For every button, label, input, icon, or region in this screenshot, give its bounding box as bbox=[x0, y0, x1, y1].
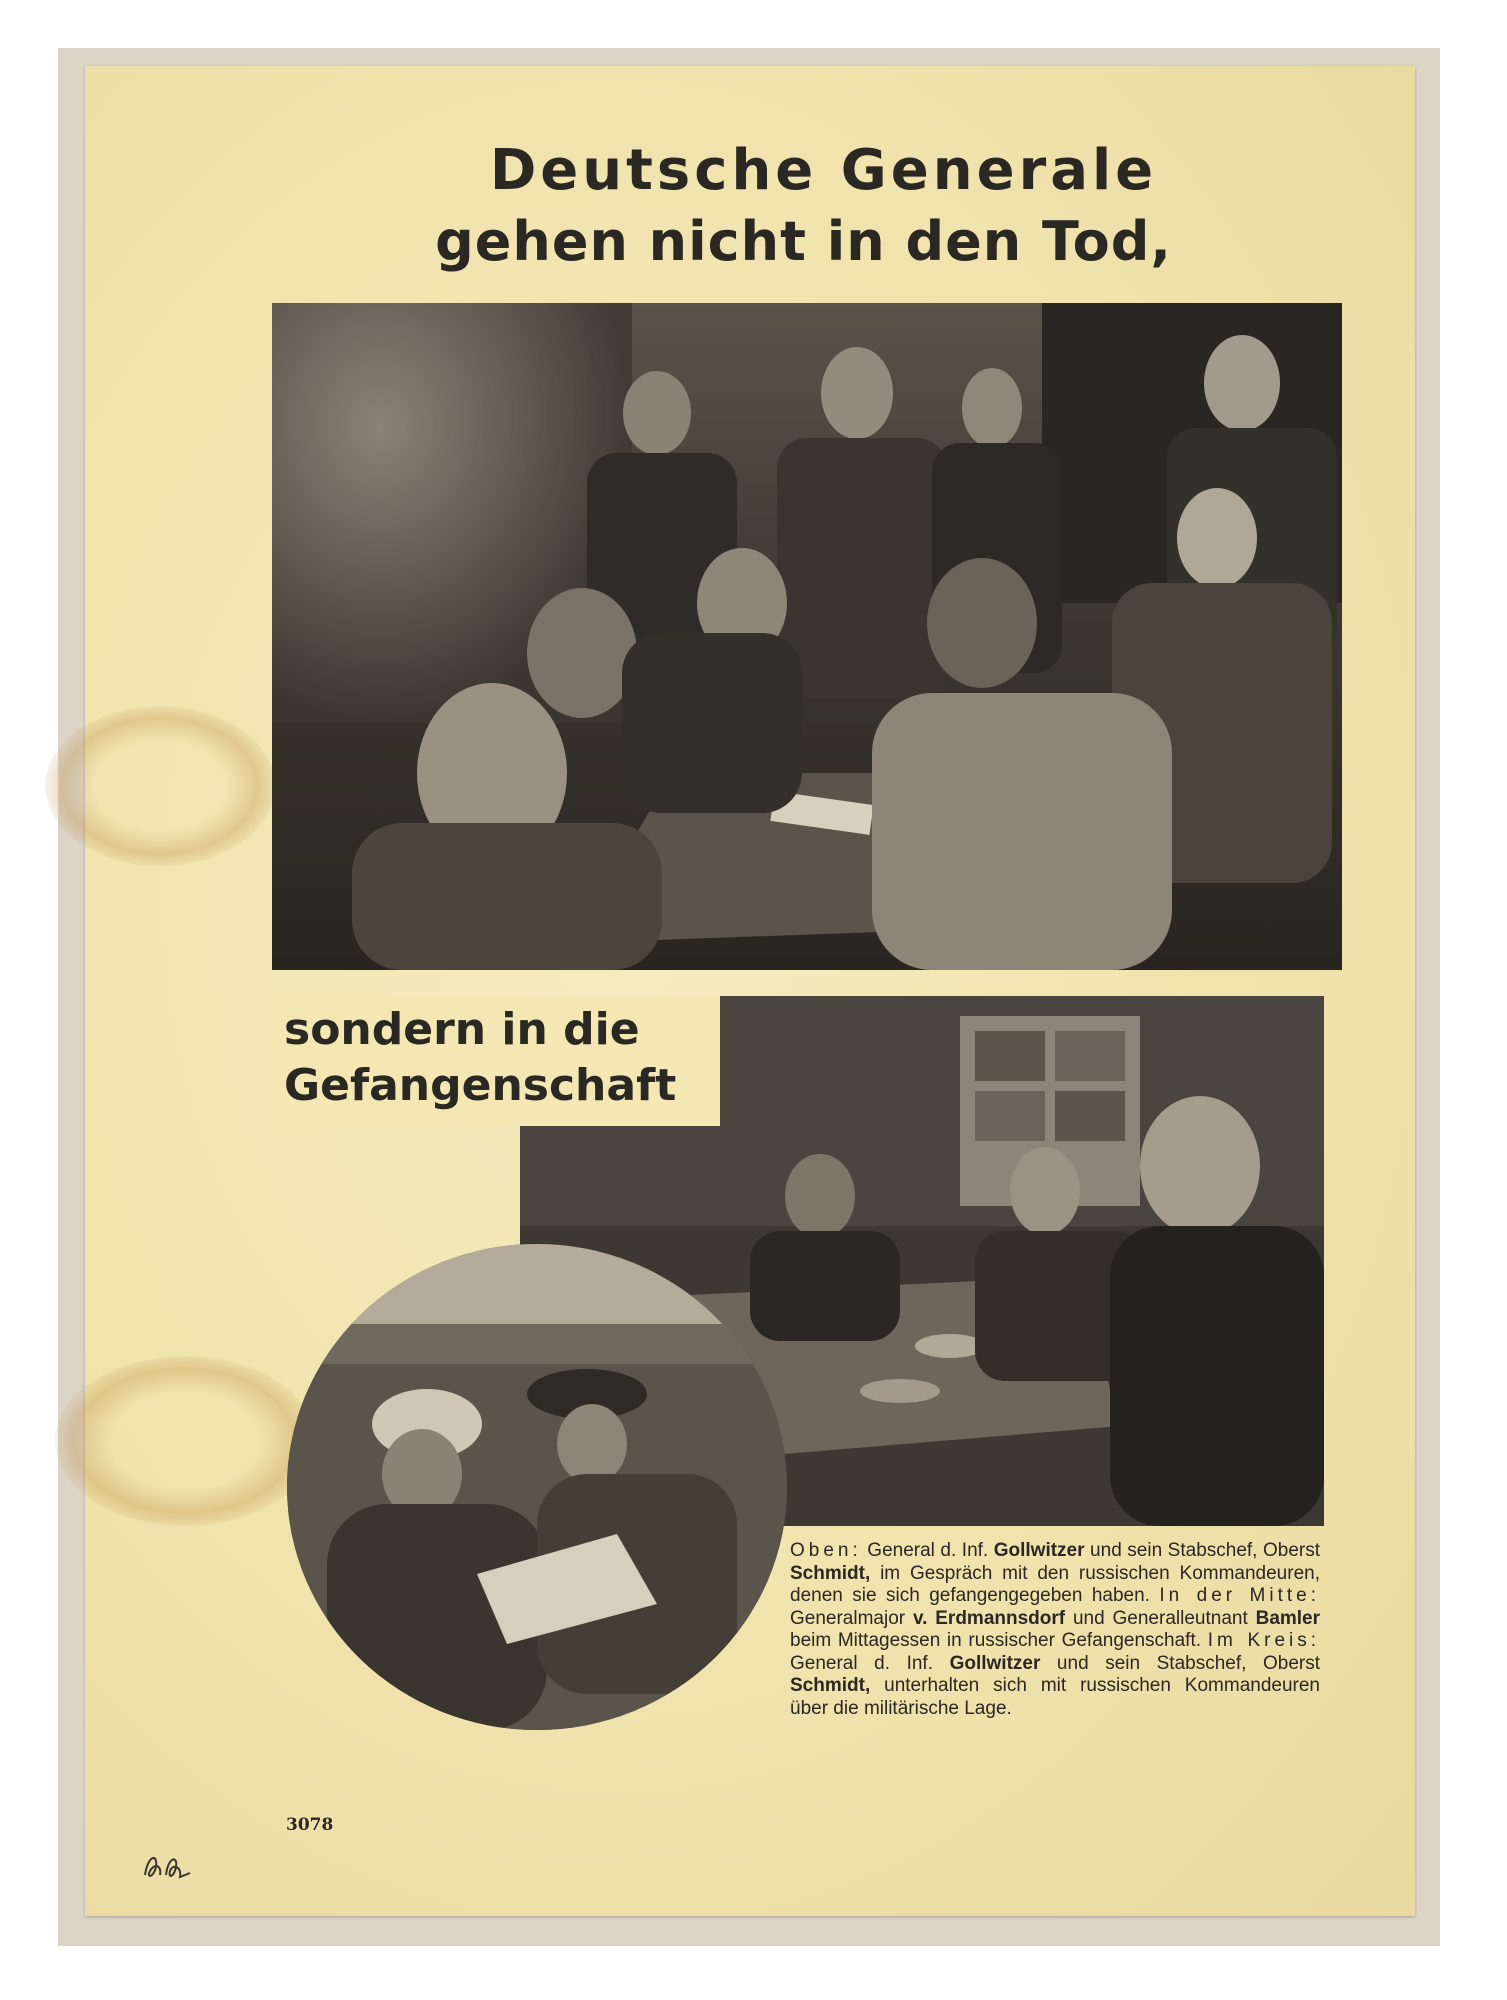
photo-officers-at-table bbox=[272, 303, 1342, 970]
water-stain bbox=[55, 1356, 315, 1526]
headline-line-1: Deutsche Generale bbox=[489, 138, 1158, 203]
handwritten-initials bbox=[140, 1845, 200, 1885]
photo-officers-at-table-image bbox=[272, 303, 1342, 970]
print-number: 3078 bbox=[286, 1815, 334, 1835]
subheadline-line-2: Gefangenschaft bbox=[284, 1060, 677, 1111]
photo-officers-reading-map bbox=[287, 1244, 787, 1730]
water-stain bbox=[45, 706, 275, 866]
subheadline-line-1: sondern in die bbox=[284, 1004, 640, 1055]
subheadline bbox=[272, 996, 720, 1126]
headline-line-2: gehen nicht in den Tod, bbox=[435, 210, 1172, 273]
photo-caption: Oben: General d. Inf. Gollwitzer und sein Stabschef, Oberst Schmidt, im Gespräch mit den russischen Kommandeuren, denen sie sich gefangengegeben haben. In der Mitte: Generalmajor v. Erdmannsdorf und Generalleutnant Bamler beim Mittagessen in russischer Gefangenschaft. Im Kreis: General d. Inf. Gollwitzer und sein Stabschef, Oberst Schmidt, unterhalten sich mit russischen Kommandeuren über die militärische Lage. bbox=[790, 1540, 1321, 1719]
photo-officers-reading-map-image bbox=[287, 1244, 787, 1730]
